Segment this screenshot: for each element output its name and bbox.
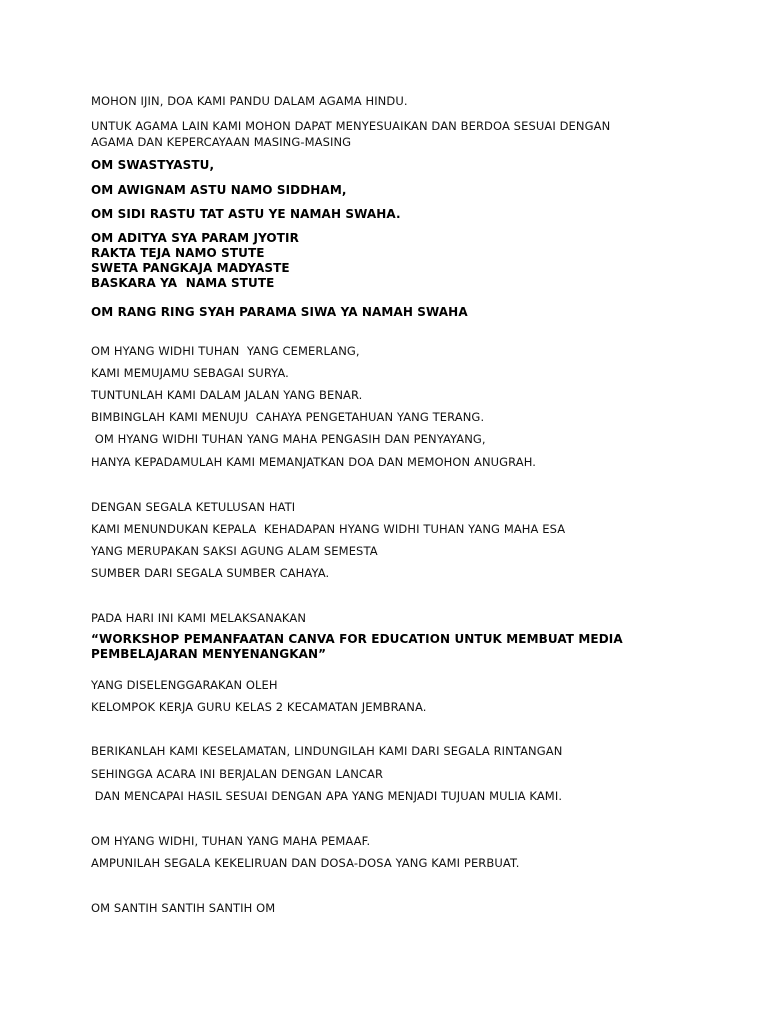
event-title: PEMBELAJARAN MENYENANGKAN”	[91, 647, 327, 661]
note-line: AGAMA DAN KEPERCAYAAN MASING-MASING	[91, 135, 352, 149]
mantra-heading: OM SIDI RASTU TAT ASTU YE NAMAH SWAHA.	[91, 207, 401, 221]
prayer-line: OM HYANG WIDHI, TUHAN YANG MAHA PEMAAF.	[91, 834, 371, 848]
prayer-line: YANG MERUPAKAN SAKSI AGUNG ALAM SEMESTA	[91, 544, 378, 558]
prayer-line: KAMI MEMUJAMU SEBAGAI SURYA.	[91, 366, 289, 380]
prayer-line: DAN MENCAPAI HASIL SESUAI DENGAN APA YANG MENJADI TUJUAN MULIA KAMI.	[91, 789, 563, 803]
prayer-line: OM HYANG WIDHI TUHAN YANG MAHA PENGASIH DAN PENYAYANG,	[91, 432, 486, 446]
prayer-line: DENGAN SEGALA KETULUSAN HATI	[91, 500, 296, 514]
prayer-line: BIMBINGLAH KAMI MENUJU CAHAYA PENGETAHUAN YANG TERANG.	[91, 410, 485, 424]
event-title: “WORKSHOP PEMANFAATAN CANVA FOR EDUCATION UNTUK MEMBUAT MEDIA	[91, 632, 623, 646]
mantra-verse-line: OM ADITYA SYA PARAM JYOTIR	[91, 231, 299, 245]
prayer-line: AMPUNILAH SEGALA KEKELIRUAN DAN DOSA-DOSA YANG KAMI PERBUAT.	[91, 856, 520, 870]
prayer-line: BERIKANLAH KAMI KESELAMATAN, LINDUNGILAH KAMI DARI SEGALA RINTANGAN	[91, 744, 563, 758]
prayer-line: SUMBER DARI SEGALA SUMBER CAHAYA.	[91, 566, 330, 580]
prayer-line: KELOMPOK KERJA GURU KELAS 2 KECAMATAN JEMBRANA.	[91, 700, 427, 714]
prayer-line: HANYA KEPADAMULAH KAMI MEMANJATKAN DOA DAN MEMOHON ANUGRAH.	[91, 455, 537, 469]
prayer-line: YANG DISELENGGARAKAN OLEH	[91, 678, 278, 692]
prayer-line: OM HYANG WIDHI TUHAN YANG CEMERLANG,	[91, 344, 360, 358]
prayer-line: KAMI MENUNDUKAN KEPALA KEHADAPAN HYANG WIDHI TUHAN YANG MAHA ESA	[91, 522, 566, 536]
mantra-heading: OM RANG RING SYAH PARAMA SIWA YA NAMAH SWAHA	[91, 305, 468, 319]
mantra-verse-line: BASKARA YA NAMA STUTE	[91, 276, 275, 290]
intro-line: MOHON IJIN, DOA KAMI PANDU DALAM AGAMA HINDU.	[91, 94, 408, 108]
mantra-verse-line: RAKTA TEJA NAMO STUTE	[91, 246, 265, 260]
prayer-line: SEHINGGA ACARA INI BERJALAN DENGAN LANCAR	[91, 767, 384, 781]
mantra-heading: OM SWASTYASTU,	[91, 158, 215, 172]
mantra-verse-line: SWETA PANGKAJA MADYASTE	[91, 261, 290, 275]
mantra-heading: OM AWIGNAM ASTU NAMO SIDDHAM,	[91, 183, 347, 197]
closing-line: OM SANTIH SANTIH SANTIH OM	[91, 901, 276, 915]
prayer-line: PADA HARI INI KAMI MELAKSANAKAN	[91, 611, 307, 625]
prayer-line: TUNTUNLAH KAMI DALAM JALAN YANG BENAR.	[91, 388, 363, 402]
note-line: UNTUK AGAMA LAIN KAMI MOHON DAPAT MENYESUAIKAN DAN BERDOA SESUAI DENGAN	[91, 119, 611, 133]
